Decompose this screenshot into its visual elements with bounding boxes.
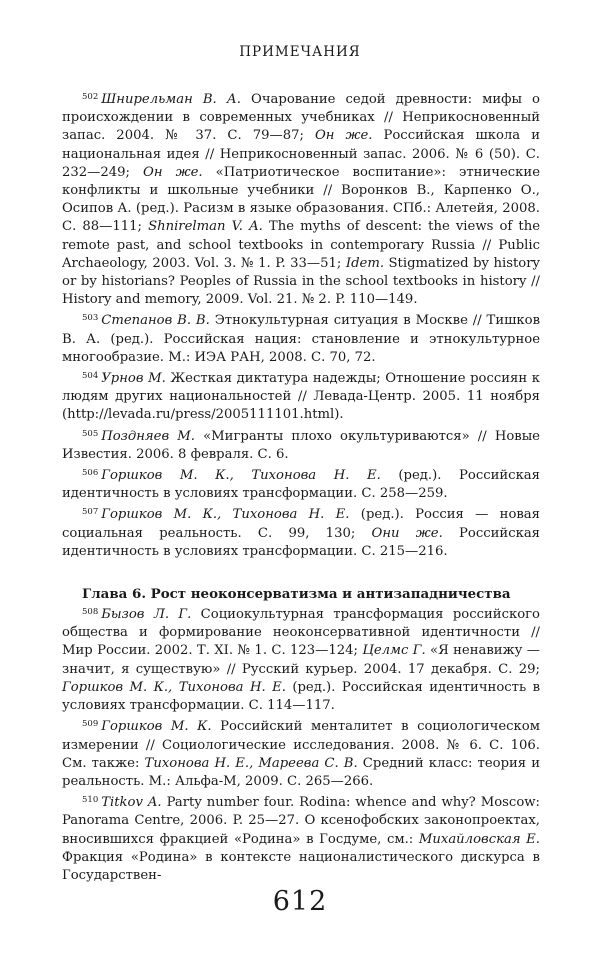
footnote-author: Степанов В. В.	[101, 313, 210, 329]
footnote-author: Горшков М. К., Тихонова Н. Е.	[62, 679, 286, 695]
footnote-author: Они же.	[371, 525, 443, 541]
footnote-text: «Патриотическое воспитание»: этнические конфликты и школьные учебники // Воронков В., Карпенко О., Осипов А. (ред.). Расизм в языке образования. СПб.: Алетейя, 2008. С. 88—111;	[62, 164, 540, 235]
footnote-number: 510	[82, 795, 99, 806]
footnote	[62, 791, 540, 885]
footnote-author: Горшков М. К., Тихонова Н. Е.	[101, 468, 381, 484]
footnote	[62, 88, 540, 309]
footnote	[62, 367, 540, 425]
footnote-author: Горшков М. К., Тихонова Н. Е.	[101, 507, 350, 523]
footnote-number: 508	[82, 607, 99, 618]
footnote-text: Фракция «Родина» в контексте националистического дискурса в Государствен-	[62, 849, 540, 883]
footnote-author: Он же.	[143, 164, 203, 180]
footnote-author: Урнов М.	[101, 371, 166, 387]
footnote-number: 505	[82, 428, 99, 439]
footnote-author: Shnirelman V. A.	[148, 219, 263, 235]
footnote-text: Party number four. Rodina: whence and why? Moscow: Panorama Centre, 2006. P. 25—27. О ксенофобских законопроектах, вносившихся фракцией «Родина» в Госдуме, см.:	[62, 795, 540, 847]
notes-body	[62, 88, 540, 885]
footnote-text: The myths of descent: the views of the remote past, and school textbooks in contemporary Russia // Public Archaeology, 2003. Vol. 3. № 1. P. 33—51;	[62, 219, 540, 271]
footnote	[62, 715, 540, 791]
footnote-text: (ред.). Россия — новая социальная реальность. С. 99, 130;	[62, 507, 540, 541]
footnote-text: (ред.). Российская идентичность в условиях трансформации. С. 258—259.	[62, 468, 540, 502]
footnote-author: Поздняев М.	[101, 428, 195, 444]
footnote-number: 506	[82, 468, 99, 479]
footnote-text: «Мигранты плохо окультуриваются» // Новые Известия. 2006. 8 февраля. С. 6.	[62, 428, 540, 462]
footnote-author: Бызов Л. Г.	[101, 607, 192, 623]
footnote-text: Средний класс: теория и реальность. М.: Альфа-М, 2009. С. 265—266.	[62, 755, 541, 789]
page-number: 612	[272, 886, 328, 917]
footnote	[62, 425, 540, 464]
footnote	[62, 464, 540, 503]
footnote-author: Idem.	[345, 255, 385, 271]
footnote-author: Шнирельман В. А.	[101, 92, 241, 107]
footnote-text: Жесткая диктатура надежды; Отношение россиян к людям других национальностей // Левада-Центр. 2005. 11 ноября (http://levada.ru/press/2005111101.html).	[62, 371, 540, 423]
footnote-author: Titkov A.	[101, 795, 162, 811]
footnote-text: Социокультурная трансформация российского общества и формирование неоконсервативной идентичности // Мир России. 2002. Т. XI. № 1. С. 123—124;	[62, 607, 540, 659]
footnote-number: 504	[82, 371, 99, 382]
notes-list	[62, 88, 540, 561]
notes-list-chapter-6	[62, 603, 540, 885]
footnote-author: Михайловская Е.	[418, 831, 540, 847]
footnote-number: 502	[82, 92, 99, 102]
footnote-author: Тихонова Н. Е., Мареева С. В.	[144, 755, 358, 771]
footnote	[62, 603, 540, 715]
footnote-text: Очарование седой древности: мифы о происхождении в современных учебниках // Неприкосновенный запас. 2004. № 37. С. 79—87;	[62, 92, 541, 144]
footnote-author: Он же.	[314, 128, 373, 144]
footnote-text: «Я ненавижу — значит, я существую» // Русский курьер. 2004. 17 декабря. С. 29;	[62, 643, 540, 677]
chapter-heading: Глава 6. Рост неоконсерватизма и антизападничества	[82, 586, 511, 603]
footnote-author: Целмс Г.	[362, 643, 426, 659]
footnote-number: 509	[82, 719, 99, 730]
footnote-text: (ред.). Российская идентичность в условиях трансформации. С. 114—117.	[62, 679, 540, 714]
footnote	[62, 503, 540, 561]
footnote-number: 503	[82, 313, 99, 324]
footnote-number: 507	[82, 507, 99, 518]
footnote	[62, 309, 540, 367]
running-head: ПРИМЕЧАНИЯ	[239, 44, 361, 60]
footnote-text: Российская школа и национальная идея // Неприкосновенный запас. 2006. № 6 (50). С. 232—249;	[62, 128, 540, 180]
footnote-text: Этнокультурная ситуация в Москве // Тишков В. А. (ред.). Российская нация: становление и этнокультурное многообразие. М.: ИЭА РАН, 2008. С. 70, 72.	[62, 313, 540, 365]
footnote-author: Горшков М. К.	[101, 719, 212, 735]
footnote-text: Российский менталитет в социологическом измерении // Социологические исследования. 2008. № 6. С. 106. См. также:	[62, 719, 540, 771]
footnote-text: Российская идентичность в условиях трансформации. С. 215—216.	[62, 525, 541, 559]
footnote-text: Stigmatized by history or by historians? Peoples of Russia in the school textbooks in history // History and memory, 2009. Vol. 21. № 2. P. 110—149.	[62, 255, 540, 308]
